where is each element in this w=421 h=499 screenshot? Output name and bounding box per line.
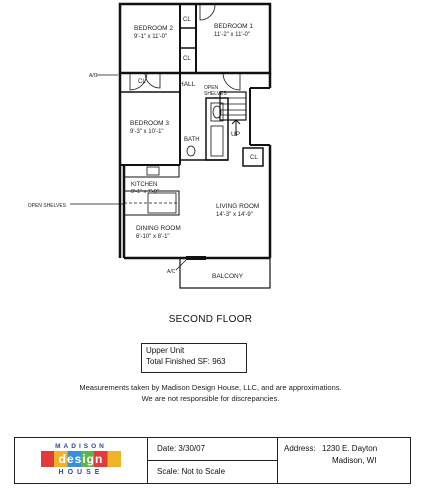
logo-bottom: HOUSE xyxy=(58,469,104,476)
living-room-name: LIVING ROOM xyxy=(216,203,260,210)
disclaimer-line-1: Measurements taken by Madison Design House, LLC, and are approximations. xyxy=(79,383,342,392)
address-line-1: 1230 E. Dayton xyxy=(322,444,378,453)
bedroom3-name: BEDROOM 3 xyxy=(130,120,170,127)
hall-label: HALL xyxy=(179,81,196,88)
address-label: Address: xyxy=(284,444,316,453)
bedroom1-name: BEDROOM 1 xyxy=(214,23,254,30)
balcony-label: BALCONY xyxy=(212,273,244,280)
scale-cell xyxy=(147,461,278,483)
closet-label-3: CL xyxy=(138,79,146,85)
logo-top: MADISON xyxy=(55,443,107,450)
address-line-2: Madison, WI xyxy=(332,456,377,465)
dining-room-name: DINING ROOM xyxy=(136,225,181,232)
ac-label-2: A/C xyxy=(167,269,176,275)
logo xyxy=(15,438,148,483)
dining-room-dim: 6'-10" x 8'-1" xyxy=(136,234,170,240)
disclaimer-line-2: We are not responsible for discrepancies. xyxy=(141,394,280,403)
bath-label: BATH xyxy=(184,137,200,143)
closet-label-4: CL xyxy=(250,155,258,161)
ac-label-1: A/C xyxy=(89,73,98,79)
kitchen-name: KITCHEN xyxy=(131,182,158,188)
open-shelves-label-1: OPEN xyxy=(204,85,219,91)
bedroom3-dim: 9'-3" x 10'-1" xyxy=(130,129,164,135)
scale: Scale: Not to Scale xyxy=(157,467,226,476)
bath-wall xyxy=(206,98,228,160)
bedroom1-dim: 11'-2" x 11'-0" xyxy=(214,32,251,38)
bedroom2-dim: 9'-1" x 11'-0" xyxy=(134,34,168,40)
finished-sf: Total Finished SF: 963 xyxy=(146,357,226,366)
disclaimer xyxy=(0,382,421,404)
bedroom2-name: BEDROOM 2 xyxy=(134,25,174,32)
up-label: UP xyxy=(231,131,241,138)
unit-summary-box xyxy=(141,343,247,373)
date: Date: 3/30/07 xyxy=(157,444,206,453)
living-room-dim: 14'-3" x 14'-9" xyxy=(216,212,253,218)
kitchen-dim: 8'-1" x 7'-0" xyxy=(131,189,159,195)
date-cell xyxy=(147,438,278,461)
open-shelves-label-2: SHELVES xyxy=(204,91,227,97)
address-cell xyxy=(278,438,410,483)
title-block xyxy=(14,437,411,484)
floor-title: SECOND FLOOR xyxy=(168,314,253,325)
closet-label-1: CL xyxy=(183,17,191,23)
closet-label-2: CL xyxy=(183,56,191,62)
open-shelves-side-label: OPEN SHELVES xyxy=(27,203,66,209)
unit-name: Upper Unit xyxy=(146,346,185,355)
logo-mid: design xyxy=(58,452,104,466)
